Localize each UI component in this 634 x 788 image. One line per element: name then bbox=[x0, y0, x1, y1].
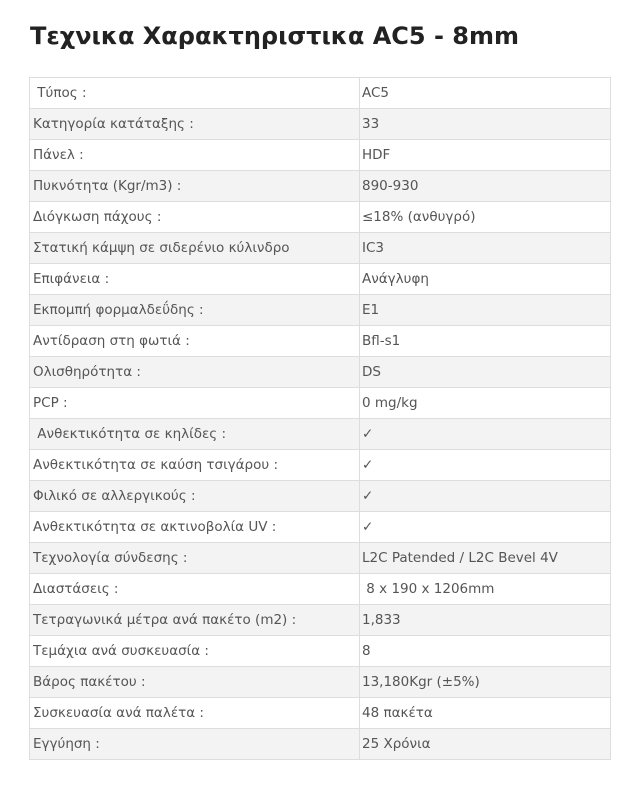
spec-value: 0 mg/kg bbox=[360, 388, 611, 419]
spec-label: Τεχνολογία σύνδεσης : bbox=[30, 543, 360, 574]
spec-value: Bfl-s1 bbox=[360, 326, 611, 357]
spec-value: 8 bbox=[360, 636, 611, 667]
spec-label: Πυκνότητα (Kgr/m3) : bbox=[30, 171, 360, 202]
table-row bbox=[30, 512, 611, 543]
spec-label: Φιλικό σε αλλεργικούς : bbox=[30, 481, 360, 512]
table-row bbox=[30, 140, 611, 171]
table-row bbox=[30, 636, 611, 667]
table-row bbox=[30, 419, 611, 450]
table-row bbox=[30, 109, 611, 140]
table-row bbox=[30, 605, 611, 636]
table-row bbox=[30, 388, 611, 419]
page-title: Τεχνικα Χαρακτηριστικα AC5 - 8mm bbox=[30, 22, 519, 50]
table-row bbox=[30, 78, 611, 109]
spec-value: L2C Patended / L2C Bevel 4V bbox=[360, 543, 611, 574]
spec-value: IC3 bbox=[360, 233, 611, 264]
check-icon: ✓ bbox=[360, 481, 611, 512]
spec-value: 25 Χρόνια bbox=[360, 729, 611, 760]
spec-label: Ολισθηρότητα : bbox=[30, 357, 360, 388]
check-icon: ✓ bbox=[360, 419, 611, 450]
table-row bbox=[30, 357, 611, 388]
table-row bbox=[30, 326, 611, 357]
spec-label: Εκπομπή φορμαλδεΰδης : bbox=[30, 295, 360, 326]
spec-value: 13,180Kgr (±5%) bbox=[360, 667, 611, 698]
spec-label: Τετραγωνικά μέτρα ανά πακέτο (m2) : bbox=[30, 605, 360, 636]
spec-value: HDF bbox=[360, 140, 611, 171]
spec-value: 8 x 190 x 1206mm bbox=[360, 574, 611, 605]
spec-label: Αντίδραση στη φωτιά : bbox=[30, 326, 360, 357]
spec-table-body bbox=[30, 78, 611, 760]
spec-value: 1,833 bbox=[360, 605, 611, 636]
table-row bbox=[30, 171, 611, 202]
spec-label: Εγγύηση : bbox=[30, 729, 360, 760]
spec-label: Ανθεκτικότητα σε ακτινοβολία UV : bbox=[30, 512, 360, 543]
spec-label: Στατική κάμψη σε σιδερένιο κύλινδρο bbox=[30, 233, 360, 264]
spec-label: Τύπος : bbox=[30, 78, 360, 109]
table-row bbox=[30, 295, 611, 326]
check-icon: ✓ bbox=[360, 512, 611, 543]
spec-label: Διαστάσεις : bbox=[30, 574, 360, 605]
table-row bbox=[30, 729, 611, 760]
table-row bbox=[30, 264, 611, 295]
table-row bbox=[30, 481, 611, 512]
table-row bbox=[30, 450, 611, 481]
spec-table bbox=[29, 77, 611, 760]
spec-label: Πάνελ : bbox=[30, 140, 360, 171]
spec-label: Ανθεκτικότητα σε κηλίδες : bbox=[30, 419, 360, 450]
table-row bbox=[30, 543, 611, 574]
table-row bbox=[30, 233, 611, 264]
spec-label: Κατηγορία κατάταξης : bbox=[30, 109, 360, 140]
spec-value: Ανάγλυφη bbox=[360, 264, 611, 295]
spec-value: 890-930 bbox=[360, 171, 611, 202]
spec-label: Επιφάνεια : bbox=[30, 264, 360, 295]
table-row bbox=[30, 202, 611, 233]
spec-value: 48 πακέτα bbox=[360, 698, 611, 729]
spec-value: ≤18% (ανθυγρό) bbox=[360, 202, 611, 233]
table-row bbox=[30, 667, 611, 698]
spec-label: Βάρος πακέτου : bbox=[30, 667, 360, 698]
spec-value: E1 bbox=[360, 295, 611, 326]
spec-value: DS bbox=[360, 357, 611, 388]
spec-value: AC5 bbox=[360, 78, 611, 109]
spec-label: PCP : bbox=[30, 388, 360, 419]
spec-label: Συσκευασία ανά παλέτα : bbox=[30, 698, 360, 729]
spec-label: Διόγκωση πάχους : bbox=[30, 202, 360, 233]
table-row bbox=[30, 698, 611, 729]
spec-label: Τεμάχια ανά συσκευασία : bbox=[30, 636, 360, 667]
table-row bbox=[30, 574, 611, 605]
check-icon: ✓ bbox=[360, 450, 611, 481]
spec-label: Ανθεκτικότητα σε καύση τσιγάρου : bbox=[30, 450, 360, 481]
spec-value: 33 bbox=[360, 109, 611, 140]
